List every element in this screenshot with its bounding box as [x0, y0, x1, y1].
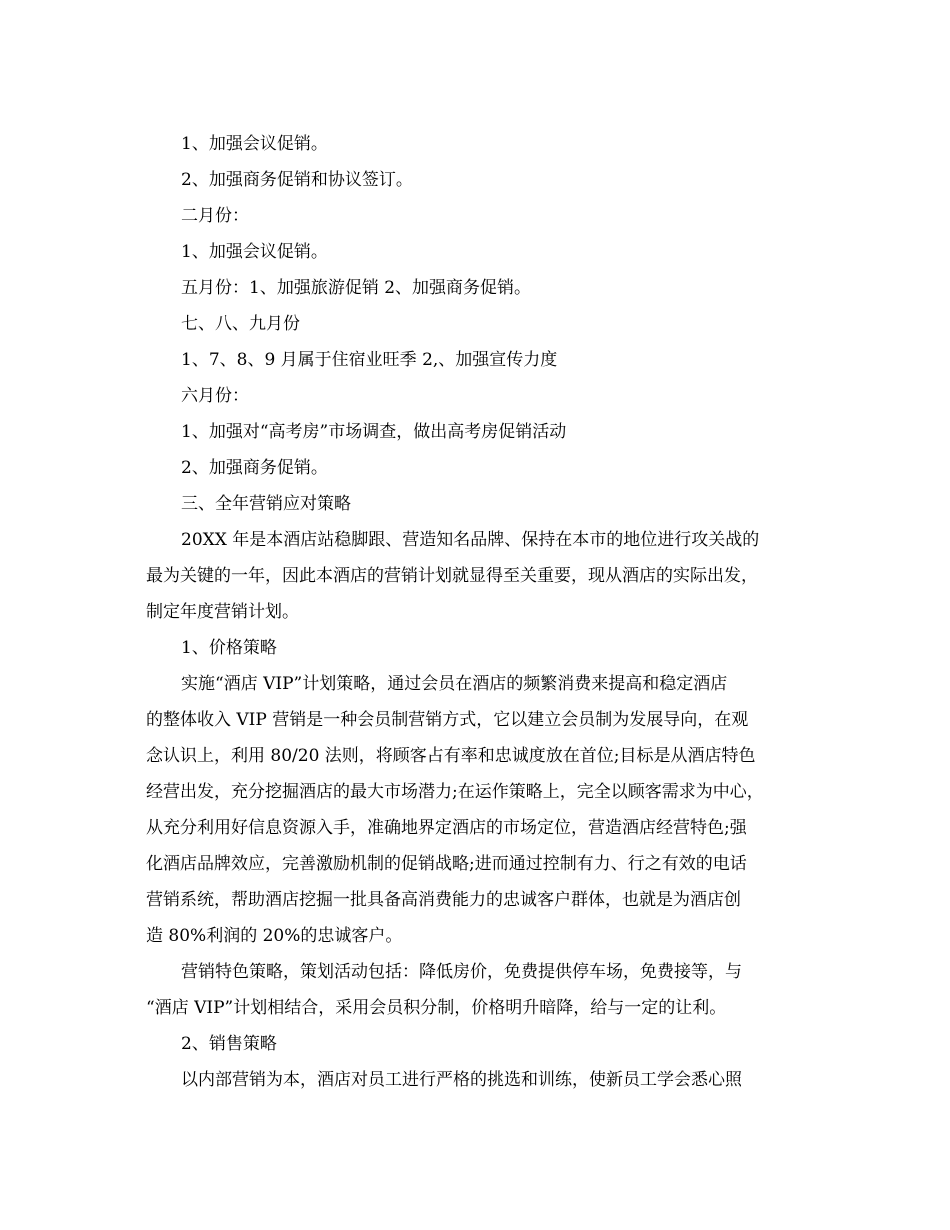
paragraph-line: 营销特色策略，策划活动包括：降低房价，免费提供停车场，免费接等，与 [181, 962, 742, 982]
paragraph-line: 制定年度营销计划。 [146, 602, 299, 622]
paragraph-line: “酒店 VIP”计划相结合，采用会员积分制，价格明升暗降，给与一定的让利。 [146, 998, 727, 1018]
paragraph-line: 实施“酒店 VIP”计划策略，通过会员在酒店的频繁消费来提高和稳定酒店 [181, 674, 728, 694]
paragraph-line: 念认识上，利用 80/20 法则，将顾客占有率和忠诚度放在首位;目标是从酒店特色 [146, 746, 756, 766]
subsection-heading: 1、价格策略 [181, 638, 277, 658]
text-line: 1、加强对“高考房”市场调查，做出高考房促销活动 [181, 422, 567, 442]
paragraph-line: 最为关键的一年，因此本酒店的营销计划就显得至关重要，现从酒店的实际出发， [146, 566, 758, 586]
text-line: 五月份：1、加强旅游促销 2、加强商务促销。 [181, 278, 532, 298]
text-line: 二月份： [181, 206, 249, 226]
paragraph-line: 造 80%利润的 20%的忠诚客户。 [146, 926, 403, 946]
paragraph-line: 化酒店品牌效应，完善激励机制的促销战略;进而通过控制有力、行之有效的电话 [146, 854, 747, 874]
paragraph-line: 20XX 年是本酒店站稳脚跟、营造知名品牌、保持在本市的地位进行攻关战的 [181, 530, 760, 550]
paragraph-line: 营销系统，帮助酒店挖掘一批具备高消费能力的忠诚客户群体，也就是为酒店创 [146, 890, 741, 910]
paragraph-line: 从充分利用好信息资源入手，准确地界定酒店的市场定位，营造酒店经营特色;强 [146, 818, 747, 838]
paragraph-line: 的整体收入 VIP 营销是一种会员制营销方式，它以建立会员制为发展导向，在观 [146, 710, 749, 730]
text-line: 七、八、九月份 [181, 314, 300, 334]
text-line: 1、7、8、9 月属于住宿业旺季 2,、加强宣传力度 [181, 350, 558, 370]
paragraph-line: 以内部营销为本，酒店对员工进行严格的挑选和训练，使新员工学会悉心照 [181, 1070, 742, 1090]
text-line: 1、加强会议促销。 [181, 134, 328, 154]
text-line: 2、加强商务促销。 [181, 458, 328, 478]
text-line: 1、加强会议促销。 [181, 242, 328, 262]
text-line: 2、加强商务促销和协议签订。 [181, 170, 413, 190]
section-heading: 三、全年营销应对策略 [181, 494, 351, 514]
subsection-heading: 2、销售策略 [181, 1034, 277, 1054]
paragraph-line: 经营出发，充分挖掘酒店的最大市场潜力;在运作策略上，完全以顾客需求为中心， [146, 782, 764, 802]
text-line: 六月份： [181, 386, 249, 406]
